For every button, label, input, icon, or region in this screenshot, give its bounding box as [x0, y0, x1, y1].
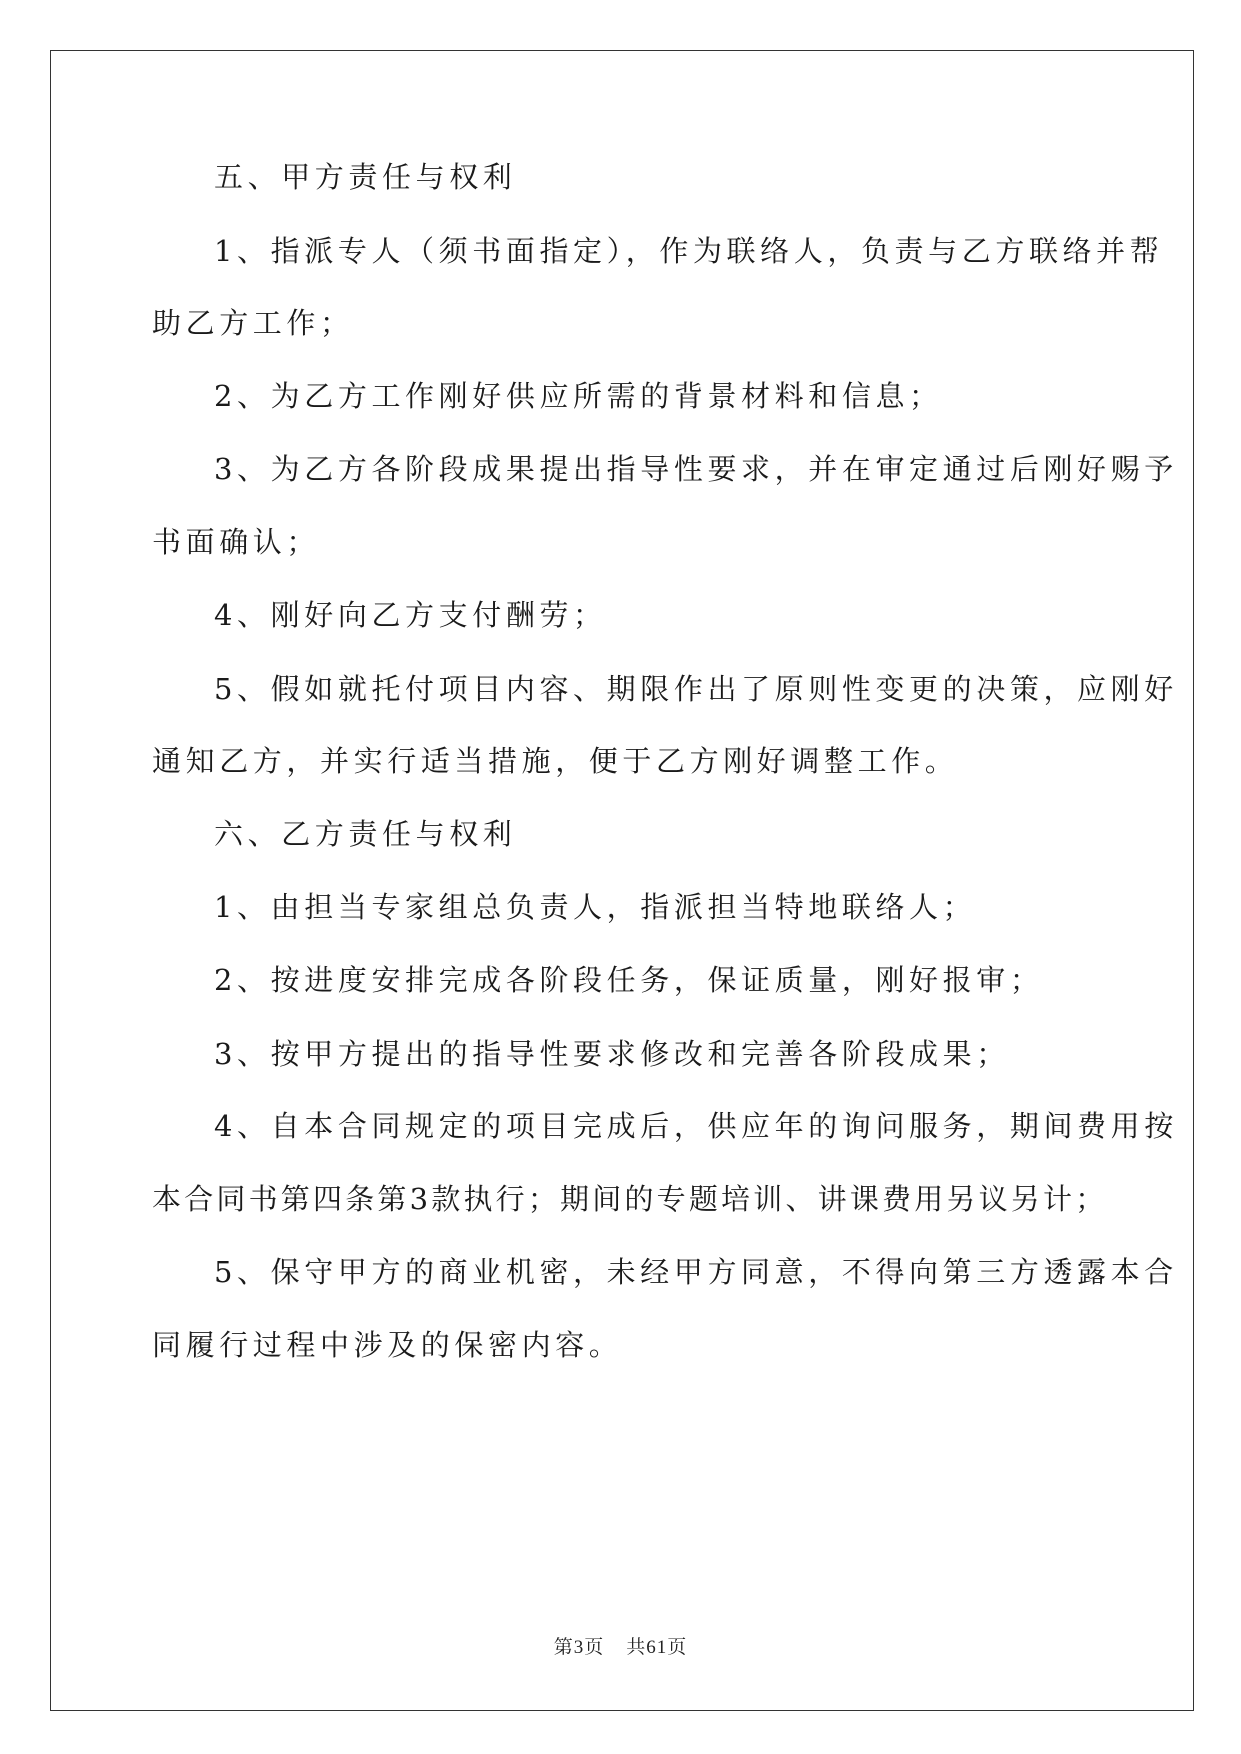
page-number: 第3页: [553, 1637, 605, 1658]
page-total: 共61页: [626, 1637, 688, 1658]
page-footer: [0, 1632, 1241, 1659]
paragraph-line: 书面确认；: [152, 525, 321, 559]
paragraph-line: 4、刚好向乙方支付酬劳；: [214, 598, 607, 632]
paragraph-line: 3、按甲方提出的指导性要求修改和完善各阶段成果；: [214, 1037, 1010, 1071]
paragraph-line: 通知乙方，并实行适当措施，便于乙方刚好调整工作。: [152, 744, 959, 778]
paragraph-line: 1、指派专人（须书面指定），作为联络人，负责与乙方联络并帮: [214, 234, 1164, 268]
paragraph-line: 1、由担当专家组总负责人，指派担当特地联络人；: [214, 890, 977, 924]
paragraph-line: 本合同书第四条第3款执行；期间的专题培训、讲课费用另议另计；: [152, 1182, 1108, 1216]
paragraph-line: 4、自本合同规定的项目完成后，供应年的询问服务，期间费用按: [214, 1109, 1178, 1143]
paragraph-line: 2、为乙方工作刚好供应所需的背景材料和信息；: [214, 379, 943, 413]
page-border: [50, 50, 1194, 1711]
section-heading-5: 五、甲方责任与权利: [214, 160, 517, 194]
paragraph-line: 5、保守甲方的商业机密，未经甲方同意，不得向第三方透露本合: [214, 1255, 1178, 1289]
paragraph-line: 同履行过程中涉及的保密内容。: [152, 1328, 623, 1362]
paragraph-line: 2、按进度安排完成各阶段任务，保证质量，刚好报审；: [214, 963, 1044, 997]
section-heading-6: 六、乙方责任与权利: [214, 817, 517, 851]
paragraph-line: 5、假如就托付项目内容、期限作出了原则性变更的决策，应刚好: [214, 672, 1178, 706]
paragraph-line: 助乙方工作；: [152, 306, 354, 340]
paragraph-line: 3、为乙方各阶段成果提出指导性要求，并在审定通过后刚好赐予: [214, 452, 1178, 486]
